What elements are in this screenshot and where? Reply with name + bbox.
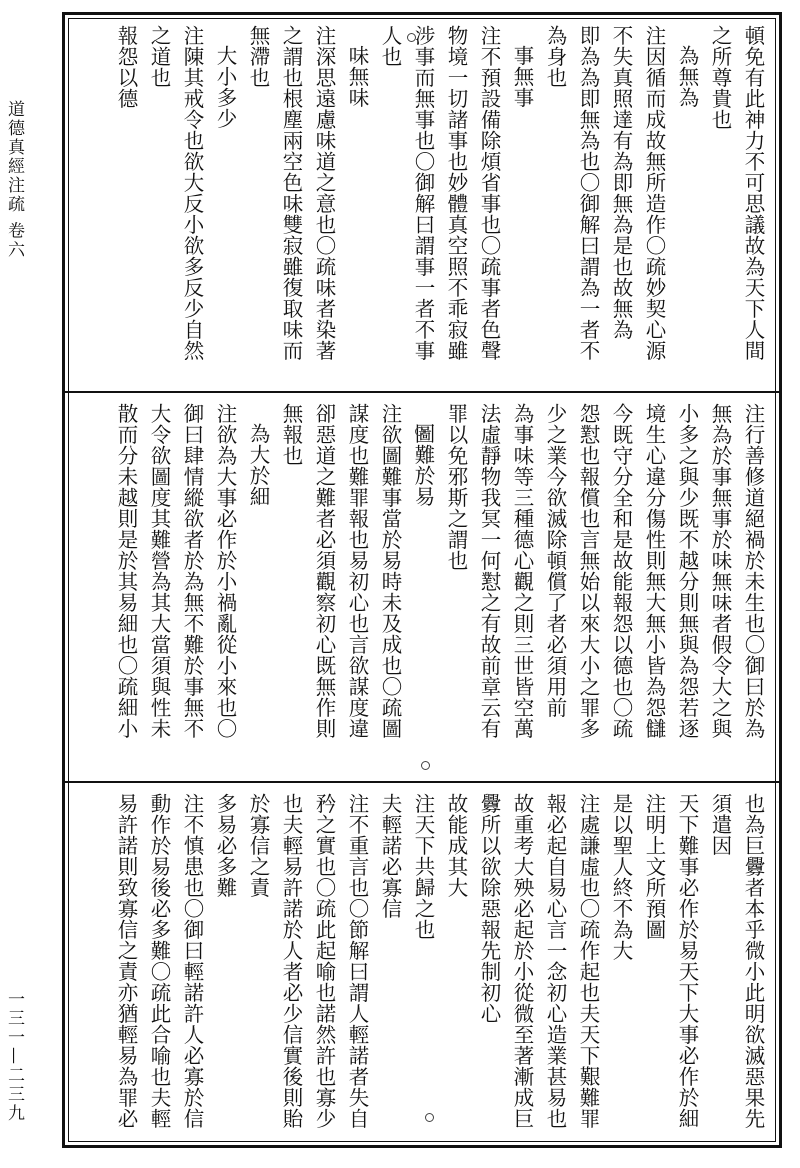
text-column: 謀度也難罪報也易初心也言欲謀度違	[345, 403, 369, 739]
column-group	[73, 403, 769, 775]
text-column: 也為巨釁者本乎微小此明欲滅惡果先	[741, 793, 765, 1129]
text-column: 法虛靜物我冥一何懟之有故前章云有	[477, 403, 501, 739]
text-column: 御曰肆情縱欲者於為無不難於事無不	[180, 403, 204, 739]
text-column: 多易必多難	[213, 793, 237, 898]
punctuation-circle-mark	[407, 33, 416, 42]
text-column: 涉事而無事也〇御解曰謂事一者不事	[411, 25, 435, 361]
text-column: 圖難於易	[411, 423, 435, 507]
text-column: 注天下共歸之也	[411, 793, 435, 940]
text-column: 注欲為大事必作於小禍亂從小來也〇	[213, 403, 237, 739]
text-column: 也夫輕易許諾於人者必少信實後則貽	[279, 793, 303, 1129]
text-column: 之所尊貴也	[708, 25, 732, 130]
text-column: 不失真照達有為即無為是也故無為	[609, 25, 633, 340]
text-column: 故能成其大	[444, 793, 468, 898]
text-column: 味無味	[345, 45, 369, 108]
text-column: 注行善修道絕禍於未生也〇御曰於為	[741, 403, 765, 739]
text-column: 卻惡道之難者必須觀察初心既無作則	[312, 403, 336, 739]
text-column: 動作於易後必多難〇疏此合喻也夫輕	[147, 793, 171, 1129]
text-column: 為身也	[543, 25, 567, 88]
text-column: 境生心違分傷性則無大無小皆為怨讎	[642, 403, 666, 739]
text-column: 事無事	[510, 45, 534, 108]
text-column: 須遣因	[708, 793, 732, 856]
text-column: 注不預設備除煩省事也〇疏事者色聲	[477, 25, 501, 361]
text-column: 物境一切諸事也妙體真空照不乖寂雖	[444, 25, 468, 361]
register-middle	[65, 391, 779, 783]
text-column: 散而分未越則是於其易細也〇疏細小	[114, 403, 138, 739]
register-bottom	[65, 781, 779, 1147]
text-column: 注不重言也〇節解曰謂人輕諾者失自	[345, 793, 369, 1129]
text-column: 注處謙虛也〇疏作起也夫天下艱難罪	[576, 793, 600, 1129]
text-column: 今既守分全和是故能報怨以德也〇疏	[609, 403, 633, 739]
punctuation-circle-mark	[415, 427, 424, 436]
text-column: 夫輕諾必寡信	[378, 793, 402, 919]
text-column: 罪以免邪斯之謂也	[444, 403, 468, 571]
text-column: 無滯也	[246, 25, 270, 88]
text-column: 無報也	[279, 403, 303, 466]
page-number-margin: 一三一—二三九	[4, 990, 24, 1123]
text-column: 為無為	[675, 45, 699, 108]
text-column: 天下難事必作於易天下大事必作於細	[675, 793, 699, 1129]
text-column: 易許諾則致寡信之責亦猶輕易為罪必	[114, 793, 138, 1129]
punctuation-circle-mark	[425, 1113, 434, 1122]
text-column: 小多之與少既不越分則無與為怨若逐	[675, 403, 699, 739]
text-column: 注因循而成故無所造作〇疏妙契心源	[642, 25, 666, 361]
text-column: 報怨以德	[114, 25, 138, 109]
text-column: 故重考大殃必起於小從微至著漸成巨	[510, 793, 534, 1129]
text-column: 於寡信之責	[246, 793, 270, 898]
text-column: 大小多少	[213, 45, 237, 129]
text-column: 矜之實也〇疏此起喻也諾然許也寡少	[312, 793, 336, 1129]
text-column: 注明上文所預圖	[642, 793, 666, 940]
text-column: 無為於事無事於味無味者假令大之與	[708, 403, 732, 739]
text-column: 人也	[378, 25, 402, 67]
text-column: 怨懟也報償也言無始以來大小之罪多	[576, 403, 600, 739]
book-title-margin: 道德真經注疏 卷六	[4, 100, 24, 260]
text-column: 注陳其戒令也欲大反小欲多反少自然	[180, 25, 204, 361]
text-column: 頓免有此神力不可思議故為天下人間	[741, 25, 765, 361]
register-top	[65, 15, 779, 391]
text-column: 之謂也根塵兩空色味雙寂雖復取味而	[279, 25, 303, 361]
text-column: 為事味等三種德心觀之則三世皆空萬	[510, 403, 534, 739]
punctuation-circle-mark	[421, 761, 430, 770]
text-column: 是以聖人終不為大	[609, 793, 633, 961]
column-group	[73, 25, 769, 383]
text-column: 釁所以欲除惡報先制初心	[477, 793, 501, 1024]
text-column: 注不慎患也〇御曰輕諾許人必寡於信	[180, 793, 204, 1129]
text-column: 注欲圖難事當於易時未及成也〇疏圖	[378, 403, 402, 739]
text-column: 為大於細	[246, 423, 270, 507]
text-column: 大令欲圖度其難營為其大當須與性未	[147, 403, 171, 739]
text-column: 少之業今欲滅除頓償了者必須用前	[543, 403, 567, 718]
page-frame	[62, 12, 782, 1148]
text-column: 之道也	[147, 25, 171, 88]
text-column: 注深思遠慮味道之意也〇疏味者染著	[312, 25, 336, 361]
text-column: 報必起自易心言一念初心造業甚易也	[543, 793, 567, 1129]
text-column: 即為為即無為也〇御解曰謂為一者不	[576, 25, 600, 361]
column-group	[73, 793, 769, 1139]
